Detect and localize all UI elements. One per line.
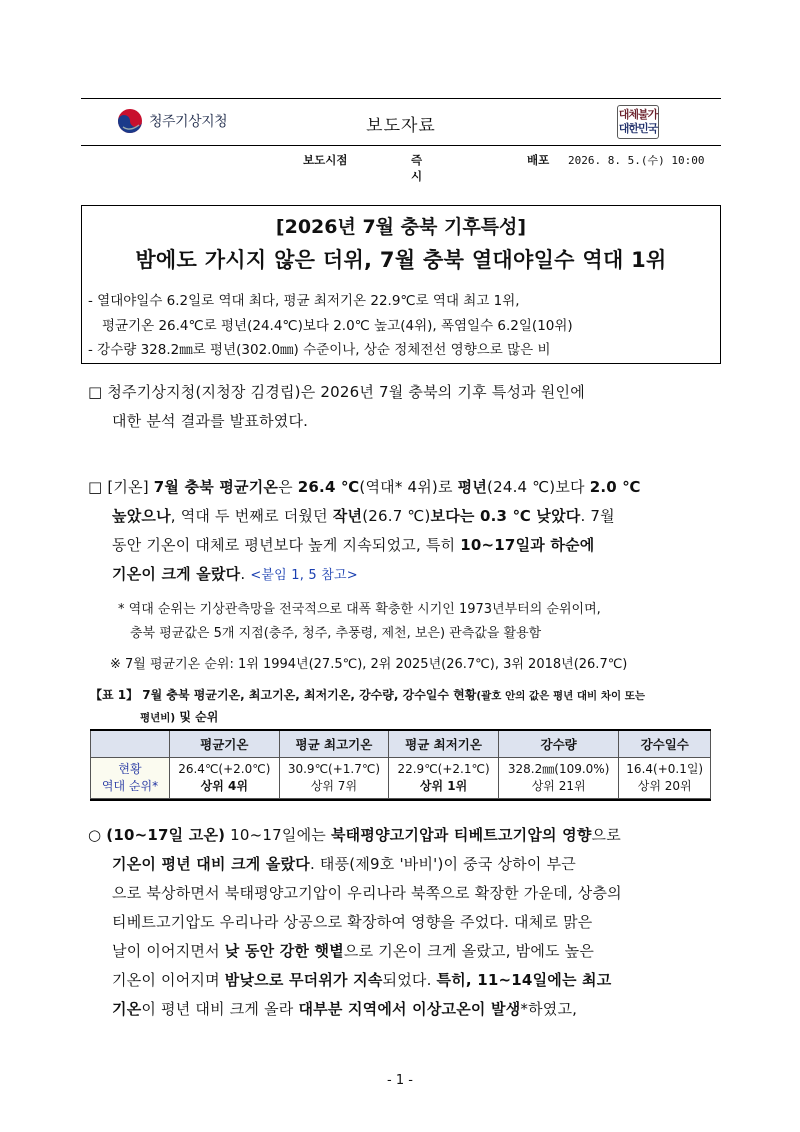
appendix-ref: <붙임 1, 5 참고> [250,568,358,583]
table-caption-cont: 평년비) 및 순위 [140,710,219,724]
col-header: 강수일수 [619,731,711,758]
detail-line-2: 기온이 평년 대비 크게 올랐다. 태풍(제9호 '바비')이 중국 상하이 부근 [112,855,576,873]
dist-label: 배포 [527,153,550,167]
detail-line-5: 날이 이어지면서 낮 동안 강한 햇볕으로 기온이 크게 올랐고, 밤에도 높은 [112,942,595,960]
release-value: 즉 시 [411,153,445,183]
table-row [91,758,711,799]
detail-line-3: 으로 북상하면서 북태평양고기압이 우리나라 북쪽으로 확장한 가운데, 상층의 [112,884,622,902]
detail-line-4: 티베트고기압도 우리나라 상공으로 확장하여 영향을 주었다. 대체로 맑은 [112,913,593,931]
release-label: 보도시점 [303,153,348,167]
temp-line-2: 높았으나, 역대 두 번째로 더웠던 작년(26.7 ℃)보다는 0.3 ℃ 낮았다. 7월 [112,507,615,525]
table-cell: 26.4℃(+2.0℃) 상위 4위 [170,758,280,799]
slogan-line2: 대한민국 [618,122,658,135]
table-cell: 16.4(+0.1일) 상위 20위 [619,758,711,799]
slogan-logo [617,105,659,139]
slogan-line1: 대체불가 [618,108,658,121]
temp-note-2: 충북 평균값은 5개 지점(충주, 청주, 추풍령, 제천, 보은) 관측값을 활용함 [130,626,542,641]
detail-line-6: 기온이 이어지며 밤낮으로 무더위가 지속되었다. 특히, 11~14일에는 최고 [112,971,612,989]
org-name: 청주기상지청 [149,114,228,130]
table-cell: 328.2㎜(109.0%) 상위 21위 [498,758,619,799]
temp-note-3: ※ 7월 평균기온 순위: 1위 1994년(27.5℃), 2위 2025년(26.7℃), 3위 2018년(26.7℃) [110,657,628,672]
table-header-row [91,731,711,758]
summary-bullet-2: - 강수량 328.2㎜로 평년(302.0㎜) 수준이나, 상순 정체전선 영향으로 많은 비 [88,342,551,358]
table-bottom-rule [90,799,711,801]
detail-line-7: 기온이 평년 대비 크게 올라 대부분 지역에서 이상고온이 발생*하였고, [112,1000,578,1018]
table-cell: 22.9℃(+2.1℃) 상위 1위 [389,758,499,799]
temp-line-4: 기온이 크게 올랐다. <붙임 1, 5 참고> [112,565,358,583]
col-header: 강수량 [498,731,619,758]
summary-title: [2026년 7월 충북 기후특성] [275,216,527,238]
table-top-rule [90,729,711,731]
summary-headline: 밤에도 가시지 않은 더위, 7월 충북 열대야일수 역대 1위 [135,248,667,272]
row-label: 현황 역대 순위* [91,758,170,799]
table-corner [91,731,170,758]
intro-line-1: □ 청주기상지청(지청장 김경립)은 2026년 7월 충북의 기후 특성과 원인에 [88,383,585,401]
press-header [81,98,721,146]
temp-note-1: * 역대 순위는 기상관측망을 전국적으로 대폭 확충한 시기인 1973년부터의 순위이며, [118,602,601,617]
col-header: 평균기온 [170,731,280,758]
temp-line-1: □ [기온] 7월 충북 평균기온은 26.4 ℃(역대* 4위)로 평년(24.4 ℃)보다 2.0 ℃ [88,478,641,496]
page-number: - 1 - [387,1073,413,1088]
summary-bullet-1: - 열대야일수 6.2일로 역대 최다, 평균 최저기온 22.9℃로 역대 최고 1위, [88,293,520,309]
intro-line-2: 대한 분석 결과를 발표하였다. [112,412,309,430]
table-cell: 30.9℃(+1.7℃) 상위 7위 [279,758,389,799]
detail-line-1: ○ (10~17일 고온) 10~17일에는 북태평양고기압과 티베트고기압의 영향으로 [88,826,621,844]
col-header: 평균 최고기온 [279,731,389,758]
table-caption: 【표 1】 7월 충북 평균기온, 최고기온, 최저기온, 강수량, 강수일수 현황(괄호 안의 값은 평년 대비 차이 또는 [90,688,646,702]
temp-line-3: 동안 기온이 대체로 평년보다 높게 지속되었고, 특히 10~17일과 하순에 [112,536,595,554]
col-header: 평균 최저기온 [389,731,499,758]
summary-box [81,205,721,364]
dist-value: 2026. 8. 5.(수) 10:00 [568,154,705,167]
climate-stats-table [90,730,711,799]
summary-bullet-1b: 평균기온 26.4℃로 평년(24.4℃)보다 2.0℃ 높고(4위), 폭염일수 6.2일(10위) [102,318,573,334]
doc-type-title: 보도자료 [366,116,436,136]
